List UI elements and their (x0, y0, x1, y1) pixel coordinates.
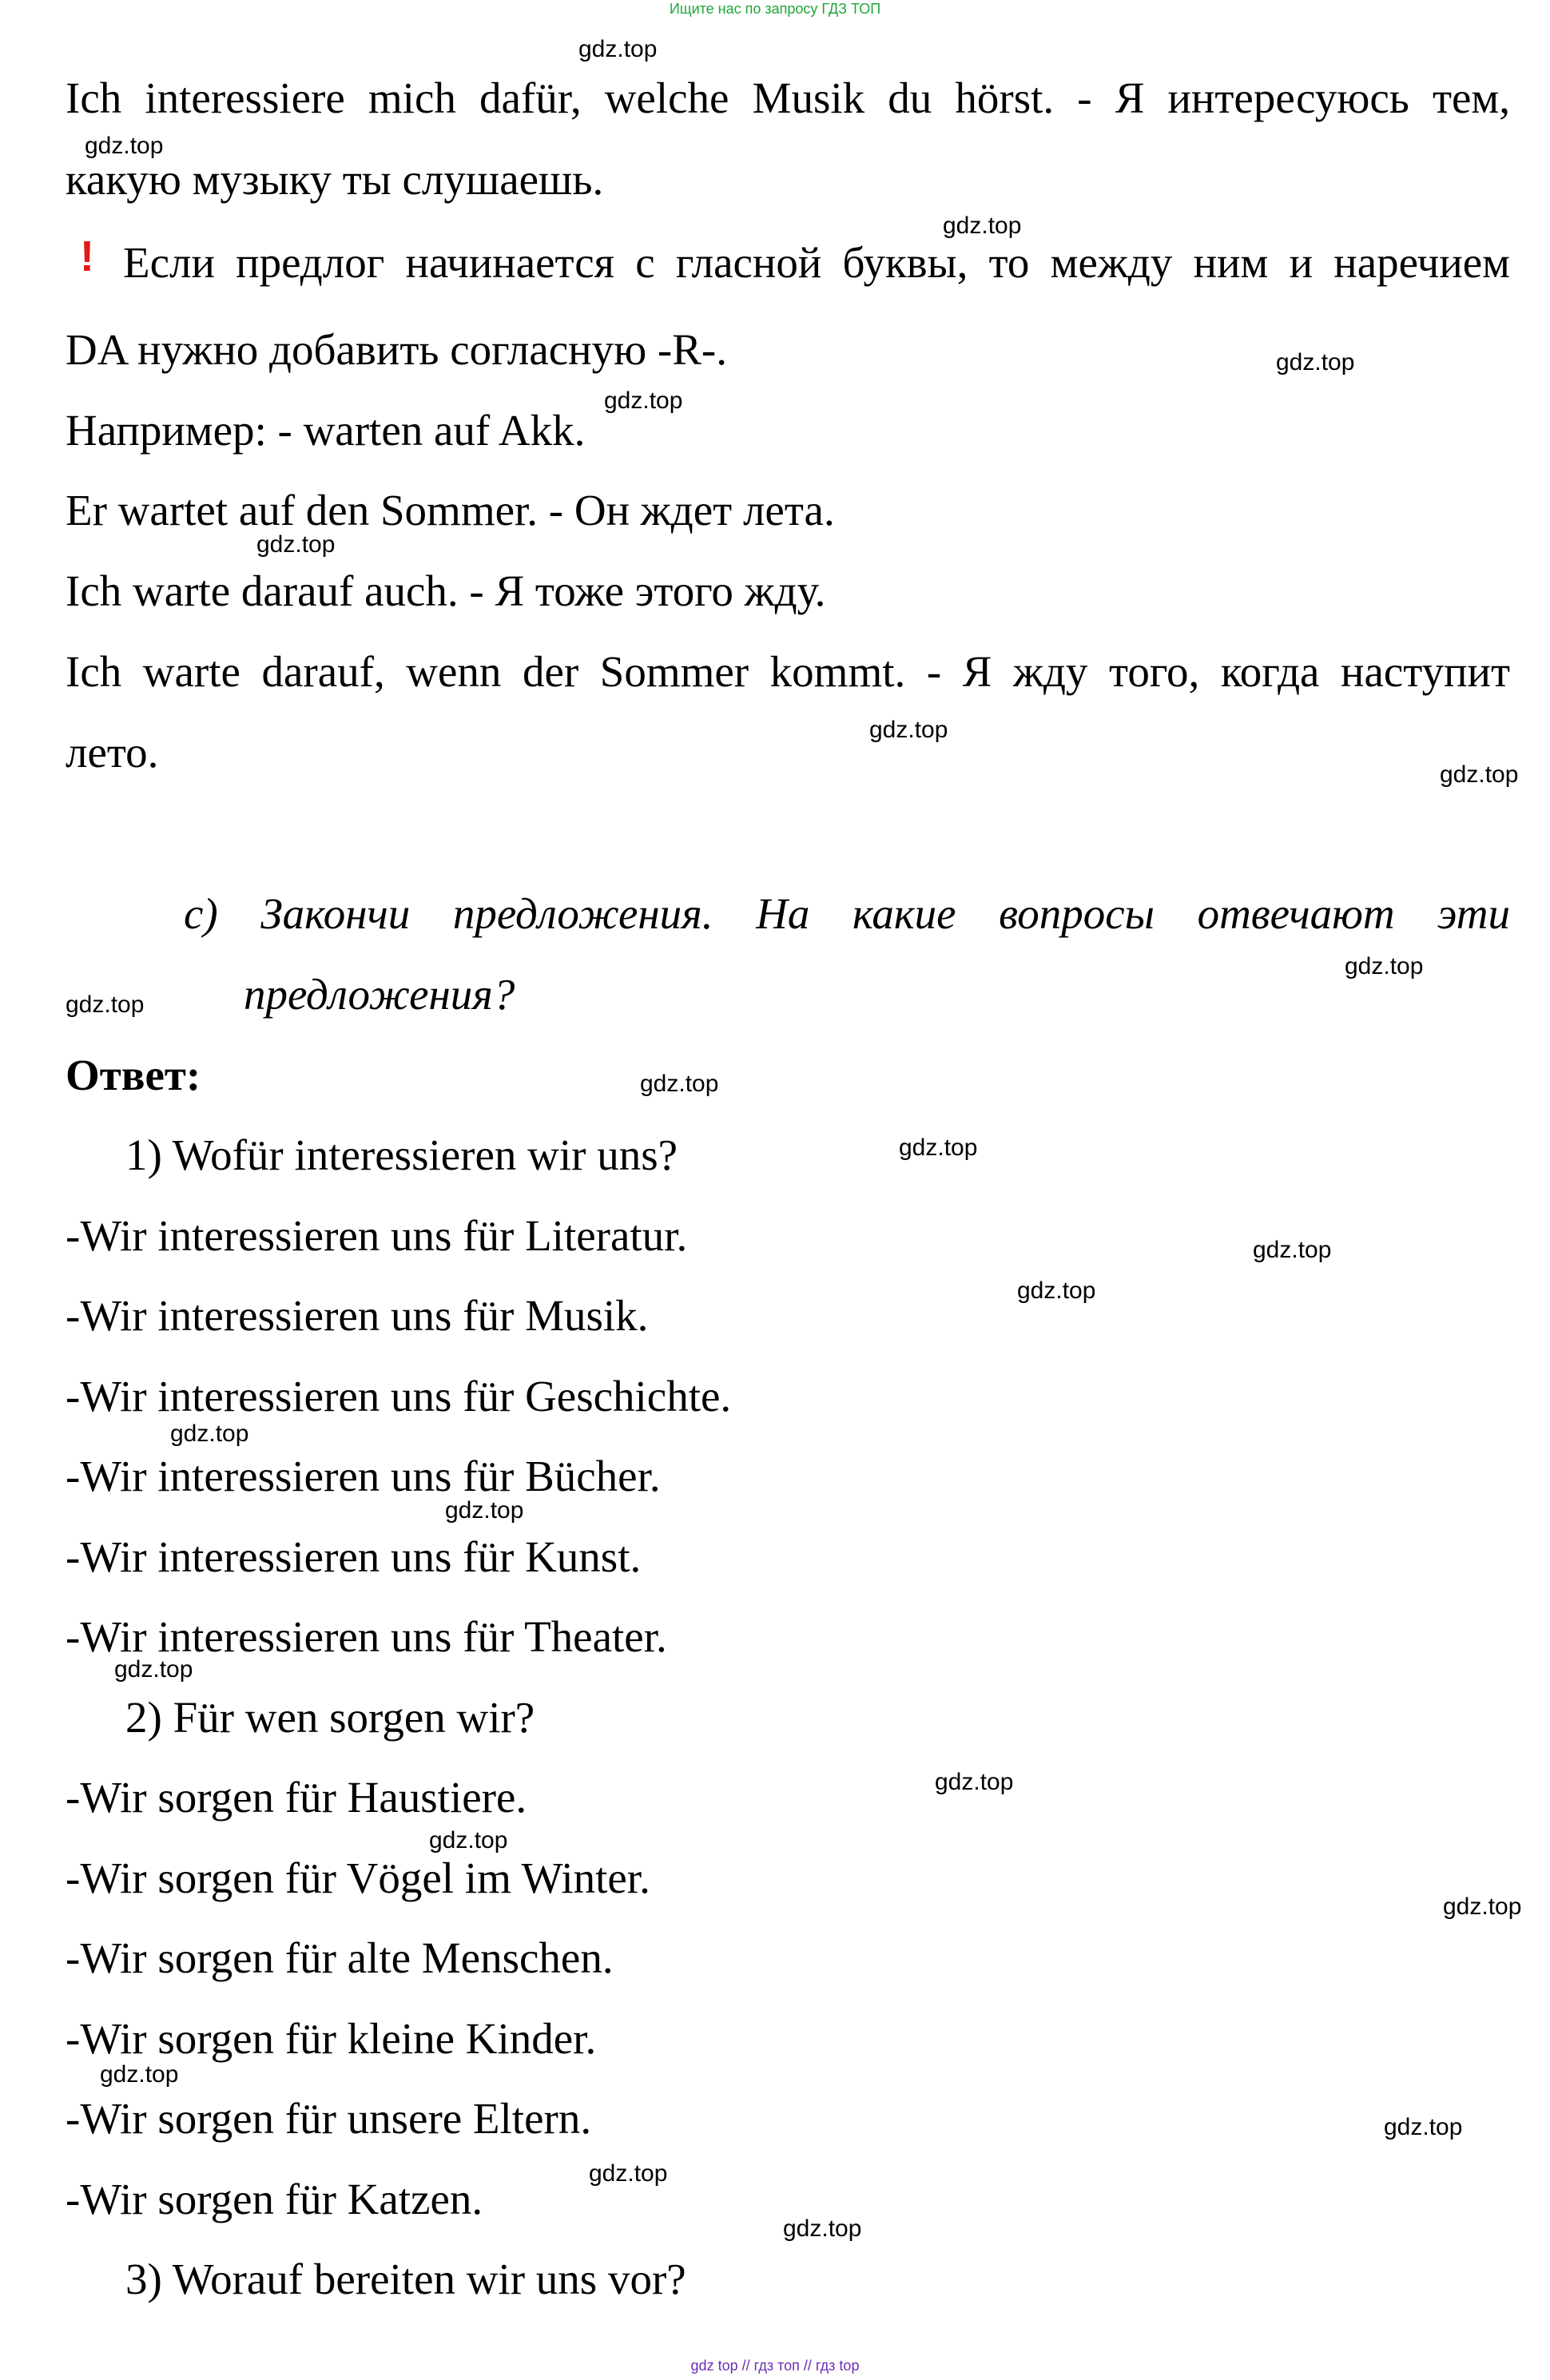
example-sentence-1: Er wartet auf den Sommer. - Он ждет лета. (66, 486, 835, 534)
example-heading: Например: - warten auf Akk. (66, 406, 586, 455)
watermark: gdz.top (640, 1071, 719, 1097)
example-sentence-3: Ich warte darauf, wenn der Sommer kommt. - Я жду того, когда наступит (66, 647, 1510, 696)
watermark: gdz.top (429, 1827, 508, 1854)
task-line-1: c) Закончи предложения. На какие вопросы отвечают эти (184, 889, 1510, 938)
watermark: gdz.top (1384, 2114, 1463, 2140)
answer-line: -Wir sorgen für Katzen. (66, 2175, 483, 2223)
answer-line: -Wir sorgen für Vögel im Winter. (66, 1854, 650, 1902)
answer-line: -Wir interessieren uns für Geschichte. (66, 1372, 732, 1420)
question-2-heading: 2) Für wen sorgen wir? (125, 1693, 535, 1742)
watermark: gdz.top (578, 36, 658, 62)
question-3-heading: 3) Worauf bereiten wir uns vor? (125, 2255, 686, 2303)
watermark: gdz.top (1253, 1237, 1332, 1263)
watermark: gdz.top (256, 531, 336, 558)
intro-line-1: Ich interessiere mich dafür, welche Musik du hörst. - Я интересуюсь тем, (66, 74, 1510, 122)
answer-line: -Wir sorgen für kleine Kinder. (66, 2014, 597, 2063)
example-sentence-2: Ich warte darauf auch. - Я тоже этого жду. (66, 566, 826, 615)
watermark: gdz.top (589, 2160, 668, 2187)
task-line-2: предложения? (244, 970, 515, 1019)
answer-line: -Wir sorgen für Haustiere. (66, 1773, 527, 1822)
watermark: gdz.top (899, 1134, 978, 1161)
answer-label: Ответ: (66, 1051, 201, 1099)
question-1-heading: 1) Wofür interessieren wir uns? (125, 1130, 678, 1179)
watermark: gdz.top (85, 133, 164, 159)
watermark: gdz.top (783, 2215, 862, 2242)
watermark: gdz.top (66, 991, 145, 1018)
watermark: gdz.top (114, 1656, 193, 1683)
example-sentence-3-cont: лето. (66, 728, 159, 777)
answer-line: -Wir interessieren uns für Theater. (66, 1612, 667, 1661)
exclamation-icon: ! (80, 232, 94, 280)
answer-line: -Wir interessieren uns für Musik. (66, 1291, 649, 1340)
rule-line-2: DA нужно добавить согласную -R-. (66, 325, 727, 374)
watermark: gdz.top (935, 1769, 1014, 1795)
watermark: gdz.top (1345, 953, 1424, 979)
answer-line: -Wir interessieren uns für Kunst. (66, 1532, 642, 1581)
answer-line: -Wir sorgen für unsere Eltern. (66, 2094, 592, 2143)
watermark: gdz.top (943, 213, 1022, 239)
bottom-banner[interactable]: gdz top // гдз топ // гдз top (690, 2358, 860, 2374)
intro-line-2: какую музыку ты слушаешь. (66, 155, 604, 204)
watermark: gdz.top (1443, 1893, 1522, 1920)
answer-line: -Wir interessieren uns für Bücher. (66, 1452, 661, 1500)
answer-line: -Wir interessieren uns für Literatur. (66, 1211, 688, 1260)
watermark: gdz.top (445, 1497, 524, 1524)
answer-line: -Wir sorgen für alte Menschen. (66, 1933, 614, 1982)
watermark: gdz.top (1276, 349, 1355, 375)
watermark: gdz.top (1440, 761, 1519, 788)
watermark: gdz.top (170, 1420, 249, 1447)
watermark: gdz.top (100, 2061, 179, 2088)
watermark: gdz.top (1017, 1277, 1096, 1304)
rule-line-1: Если предлог начинается с гласной буквы, то между ним и наречием (123, 238, 1510, 287)
watermark: gdz.top (869, 717, 948, 743)
top-banner[interactable]: Ищите нас по запросу ГДЗ ТОП (669, 1, 881, 17)
watermark: gdz.top (604, 387, 683, 414)
